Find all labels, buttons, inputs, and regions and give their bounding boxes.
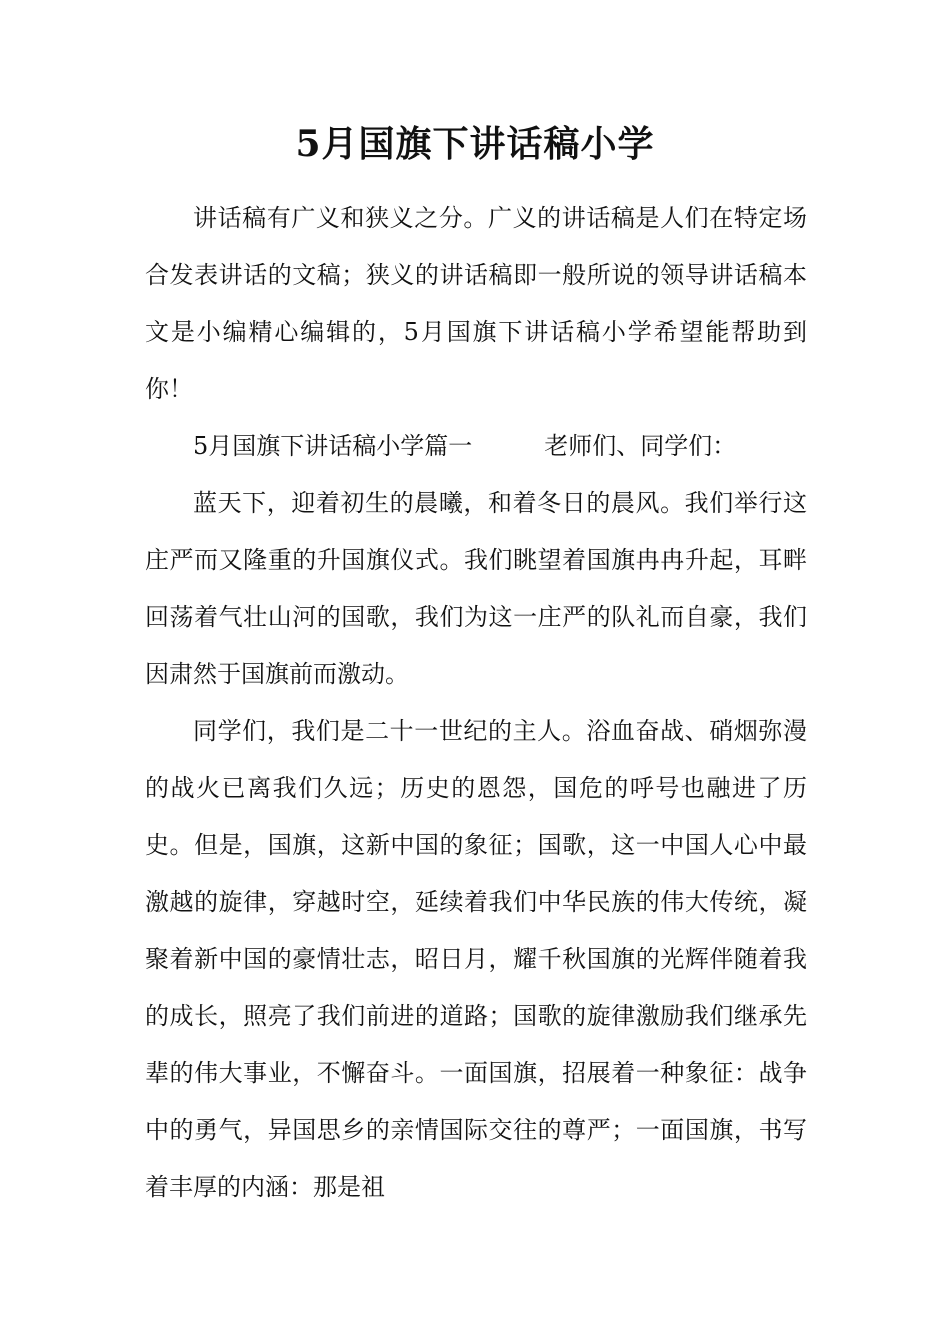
section-heading-line (145, 418, 807, 475)
salutation: 老师们、同学们： (544, 432, 737, 460)
document-body (145, 190, 807, 1216)
section-heading: 5月国旗下讲话稿小学篇一 (193, 432, 473, 460)
intro-paragraph: 讲话稿有广义和狭义之分。广义的讲话稿是人们在特定场合发表讲话的文稿；狭义的讲话稿即一般所说的领导讲话稿本文是小编精心编辑的，5月国旗下讲话稿小学希望能帮助到你！ (145, 204, 807, 403)
body-paragraph: 蓝天下，迎着初生的晨曦，和着冬日的晨风。我们举行这庄严而又隆重的升国旗仪式。我们眺望着国旗冉冉升起，耳畔回荡着气壮山河的国歌，我们为这一庄严的队礼而自豪，我们因肃然于国旗前而激动。 (145, 489, 807, 688)
body-paragraph: 同学们，我们是二十一世纪的主人。浴血奋战、硝烟弥漫的战火已离我们久远；历史的恩怨，国危的呼号也融进了历史。但是，国旗，这新中国的象征；国歌，这一中国人心中最激越的旋律，穿越时空，延续着我们中华民族的伟大传统，凝聚着新中国的豪情壮志，昭日月，耀千秋国旗的光辉伴随着我的成长，照亮了我们前进的道路；国歌的旋律激励我们继承先辈的伟大事业，不懈奋斗。一面国旗，招展着一种象征：战争中的勇气，异国思乡的亲情国际交往的尊严；一面国旗，书写着丰厚的内涵：那是祖 (145, 717, 807, 1201)
document-title: 5月国旗下讲话稿小学 (295, 123, 655, 165)
